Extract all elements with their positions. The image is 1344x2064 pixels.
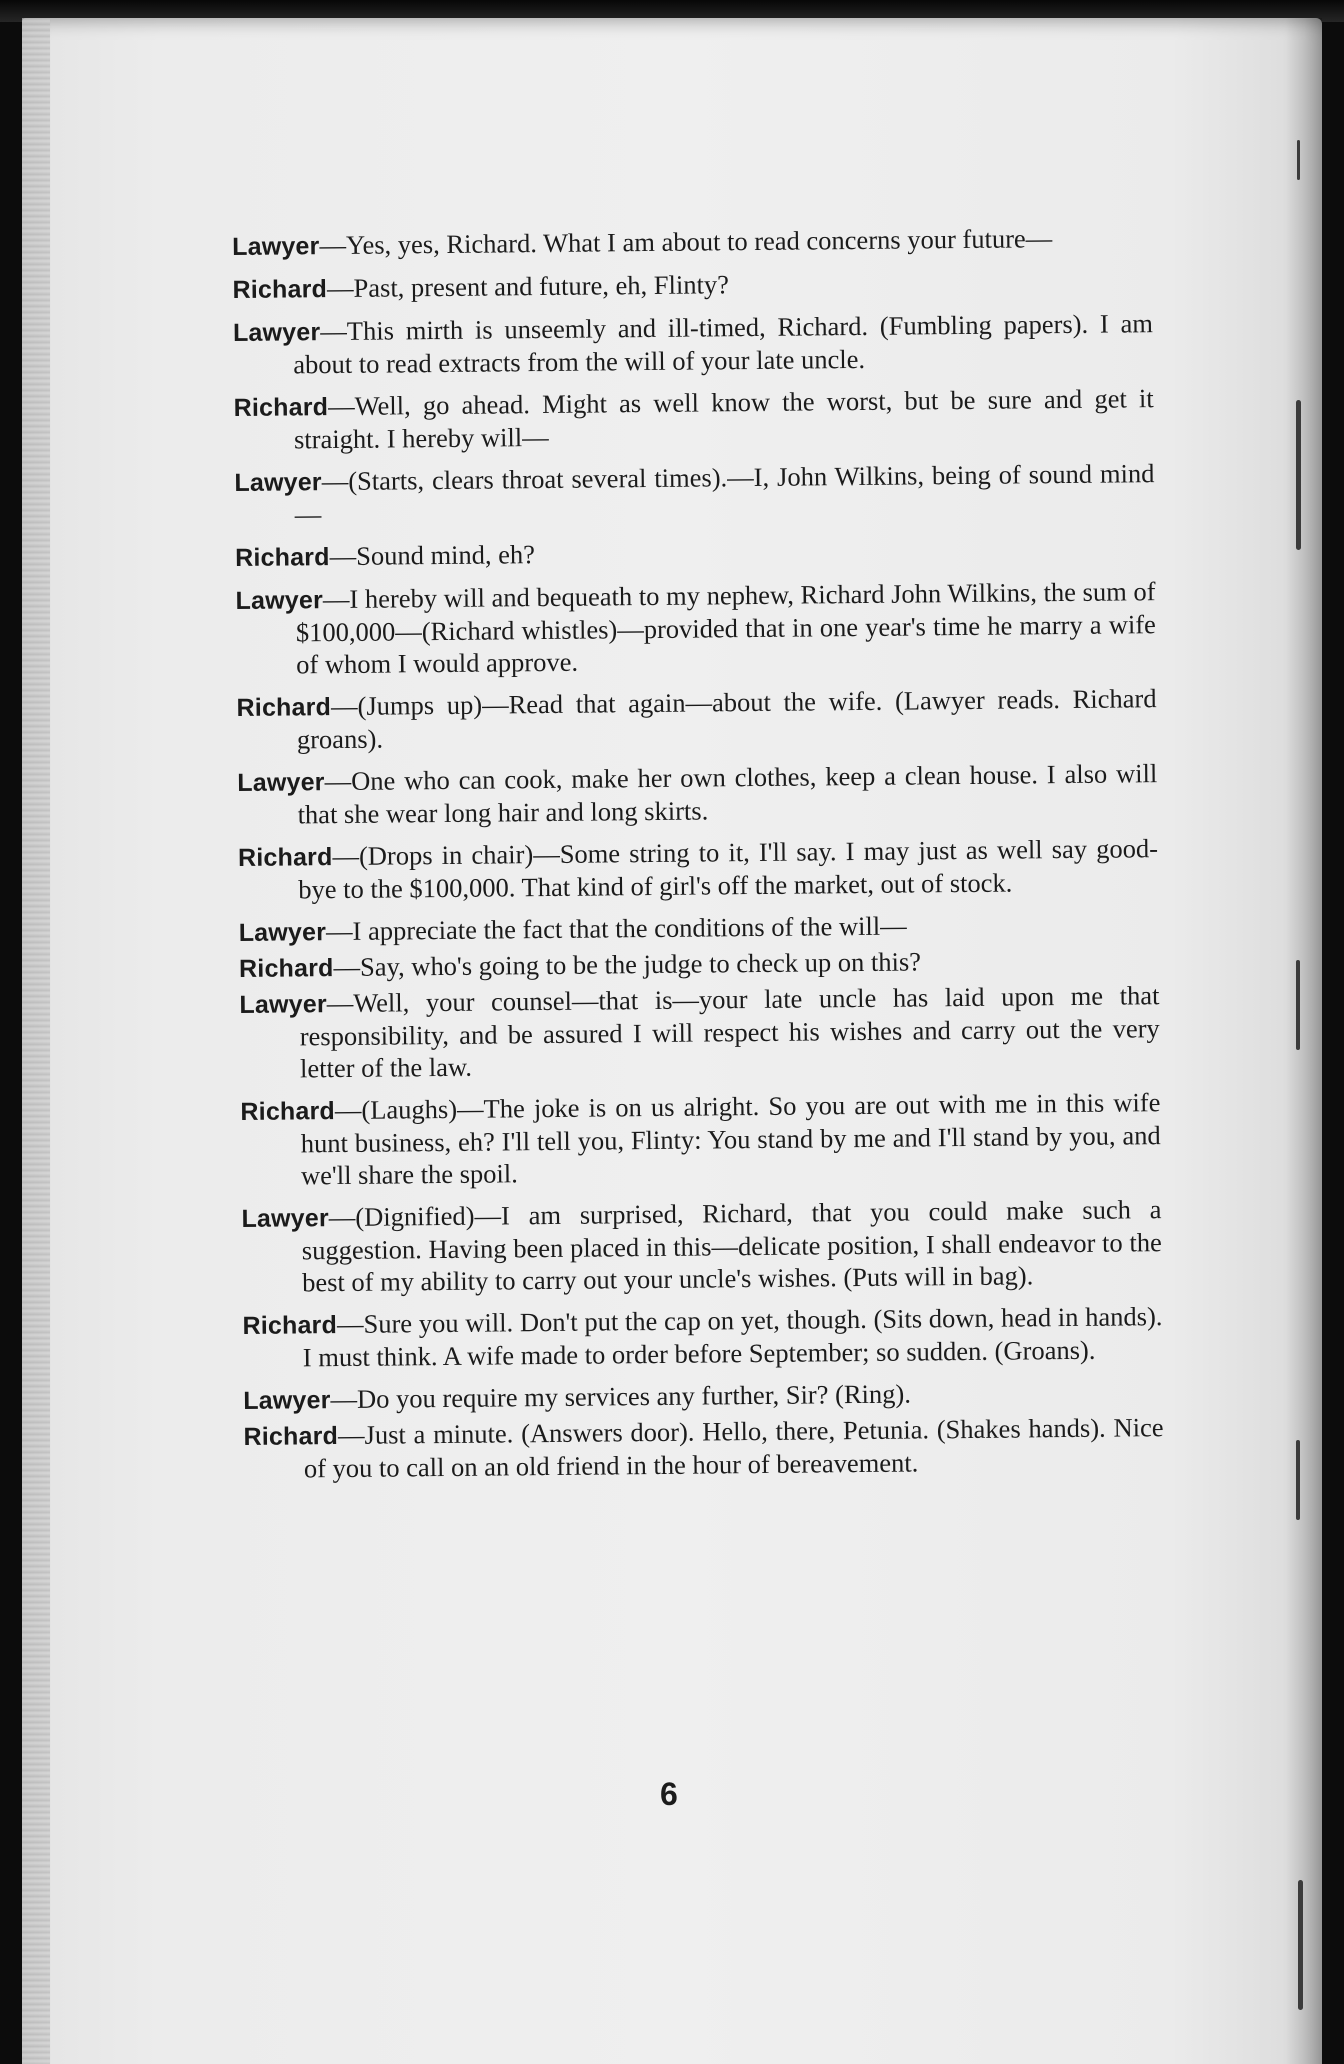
speaker-name: Richard xyxy=(233,393,329,422)
speaker-name: Lawyer xyxy=(232,318,321,347)
dialogue-text: —Do you require my services any further, Sir? (Ring). xyxy=(330,1378,912,1415)
speaker-name: Lawyer xyxy=(237,768,325,797)
dialogue-line xyxy=(233,307,1154,381)
dialogue-text: —Yes, yes, Richard. What I am about to read concerns your future— xyxy=(319,223,1053,261)
speaker-name: Richard xyxy=(237,843,333,872)
dialogue-text: —Just a minute. (Answers door). Hello, there, Petunia. (Shakes hands). Nice of you to call on an old friend in the hour of bereavement. xyxy=(303,1412,1164,1484)
speaker-name: Lawyer xyxy=(243,1386,331,1415)
dialogue-line xyxy=(239,907,1159,949)
binding-mark xyxy=(1297,140,1300,180)
speaker-name: Lawyer xyxy=(232,232,320,261)
speaker-name: Lawyer xyxy=(239,990,327,1019)
dialogue-text: —I appreciate the fact that the conditions of the will— xyxy=(325,910,907,947)
speaker-name: Lawyer xyxy=(234,468,322,497)
dialogue-text: —Say, who's going to be the judge to check up on this? xyxy=(333,946,922,983)
dialogue-line xyxy=(238,832,1159,906)
dialogue-text: —Sure you will. Don't put the cap on yet, though. (Sits down, head in hands). I must think. A wife made to order before September; so sudden. (Groans). xyxy=(302,1301,1163,1373)
speaker-name: Lawyer xyxy=(238,918,327,947)
dialogue-text: —(Dignified)—I am surprised, Richard, that you could make such a suggestion. Having been placed in this—delicate position, I shall endeavor to the best of my ability to carry out your uncle's wishes. (Puts will in bag). xyxy=(301,1194,1162,1298)
binding-mark xyxy=(1296,1440,1300,1520)
dialogue-line xyxy=(235,532,1155,574)
binding-mark xyxy=(1298,1880,1303,2010)
dialogue-line xyxy=(243,1375,1163,1417)
dialogue-line xyxy=(243,1411,1164,1485)
speaker-name: Richard xyxy=(243,1422,339,1451)
dialogue-text: —This mirth is unseemly and ill-timed, Richard. (Fumbling papers). I am about to read extracts from the will of your late uncle. xyxy=(293,308,1154,380)
dialogue-line xyxy=(236,682,1157,756)
dialogue-text: —(Starts, clears throat several times).—I, John Wilkins, being of sound mind— xyxy=(294,458,1155,530)
dialogue-column xyxy=(232,221,1164,1495)
page-right-shadow xyxy=(1286,18,1322,2064)
dialogue-line xyxy=(234,382,1155,456)
dialogue-line xyxy=(239,979,1160,1085)
dialogue-line xyxy=(235,575,1156,681)
dialogue-line xyxy=(234,457,1155,531)
dialogue-text: —Past, present and future, eh, Flinty? xyxy=(326,269,730,304)
dialogue-text: —(Jumps up)—Read that again—about the wife. (Lawyer reads. Richard groans). xyxy=(296,683,1157,755)
dialogue-text: —(Drops in chair)—Some string to it, I'll say. I may just as well say good-bye to the $100,000. That kind of girl's off the market, out of stock. xyxy=(298,833,1159,905)
binding-mark xyxy=(1296,400,1301,550)
speaker-name: Richard xyxy=(235,543,330,572)
dialogue-text: —One who can cook, make her own clothes, keep a clean house. I also will that she wear long hair and long skirts. xyxy=(297,758,1158,830)
speaker-name: Richard xyxy=(242,1311,338,1340)
dialogue-text: —Well, your counsel—that is—your late uncle has laid upon me that responsibility, and be assured I will respect his wishes and carry out the very letter of the law. xyxy=(299,980,1160,1084)
dialogue-text: —Well, go ahead. Might as well know the worst, but be sure and get it straight. I hereby will— xyxy=(293,383,1154,455)
speaker-name: Richard xyxy=(238,954,334,983)
dialogue-line xyxy=(240,1086,1161,1192)
dialogue-line xyxy=(239,943,1159,985)
dialogue-line xyxy=(232,264,1152,306)
speaker-name: Richard xyxy=(240,1097,336,1126)
dialogue-line xyxy=(242,1300,1163,1374)
speaker-name: Lawyer xyxy=(235,586,324,615)
binding-mark xyxy=(1296,960,1300,1050)
dialogue-text: —Sound mind, eh? xyxy=(329,539,536,572)
dialogue-text: —(Laughs)—The joke is on us alright. So you are out with me in this wife hunt business, eh? I'll tell you, Flinty: You stand by me and I'll stand by you, and we'll share the spoil. xyxy=(300,1087,1161,1191)
page-number: 6 xyxy=(660,1776,678,1812)
dialogue-text: —I hereby will and bequeath to my nephew, Richard John Wilkins, the sum of $100,000—(Richard whistles)—provided that in one year's time he marry a wife of whom I would approve. xyxy=(295,576,1156,680)
speaker-name: Richard xyxy=(236,693,332,722)
dialogue-line xyxy=(241,1193,1162,1299)
page-binding-edge xyxy=(22,18,50,2064)
speaker-name: Richard xyxy=(232,275,328,304)
speaker-name: Lawyer xyxy=(241,1204,329,1233)
dialogue-line xyxy=(237,757,1158,831)
